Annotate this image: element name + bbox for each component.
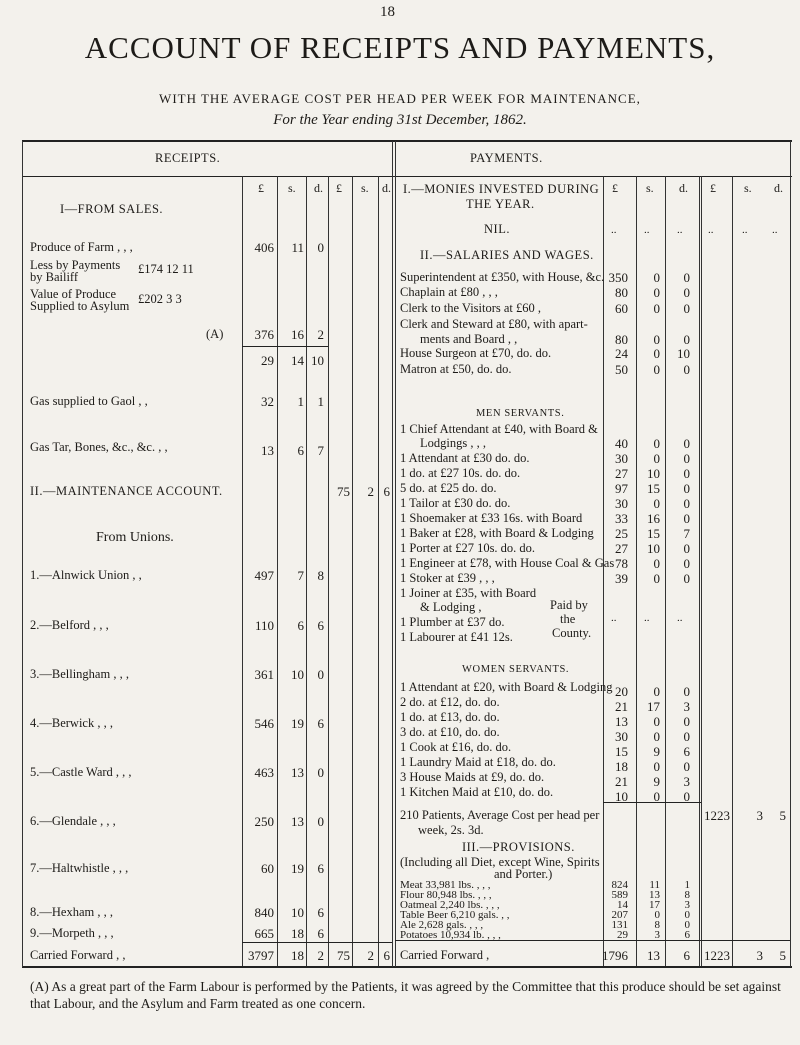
women-servants-label: WOMEN SERVANTS. xyxy=(462,664,570,675)
men-servant-label: 1 Engineer at £78, with House Coal & Gas xyxy=(400,556,615,570)
union-label: 1.—Alnwick Union , , xyxy=(30,568,142,582)
women-servant-amount: 9 xyxy=(653,774,660,789)
provision-amount: 3 xyxy=(684,899,690,911)
men-servant-label: 1 Stoker at £39 , , , xyxy=(400,571,495,585)
dots: .. xyxy=(644,224,650,236)
women-servant-amount: 0 xyxy=(683,729,690,744)
sum-rule xyxy=(242,346,328,347)
women-servant-label: 1 Cook at £16, do. do. xyxy=(400,740,512,754)
section-from-sales: I—FROM SALES. xyxy=(60,202,164,216)
carried-forward-amount: 75 xyxy=(337,948,350,963)
women-servant-label: 3 do. at £10, do. do. xyxy=(400,725,500,739)
page-number: 18 xyxy=(380,4,395,20)
men-servant-amount: 40 xyxy=(615,436,628,451)
women-servant-label: 2 do. at £12, do. do. xyxy=(400,695,500,709)
dots: .. xyxy=(611,224,617,236)
salary-amount: 0 xyxy=(653,270,660,285)
carried-forward-label: Carried Forward , xyxy=(400,948,490,962)
money-col-head: s. xyxy=(744,181,752,195)
header-rule xyxy=(22,176,792,177)
provisions-note: (Including all Diet, except Wine, Spirits xyxy=(400,855,600,869)
men-servant-label: 1 Tailor at £30 do. do. xyxy=(400,496,511,510)
women-servant-amount: 30 xyxy=(615,729,628,744)
salary-amount: 60 xyxy=(615,301,628,316)
carried-forward-amount: 2 xyxy=(367,948,374,963)
men-servant-amount: 10 xyxy=(647,466,660,481)
section-provisions: III.—PROVISIONS. xyxy=(462,840,575,854)
women-servant-amount: 21 xyxy=(615,774,628,789)
union-amount: 7 xyxy=(297,568,304,583)
salary-amount: 0 xyxy=(683,362,690,377)
union-amount: 250 xyxy=(254,814,274,829)
provision-amount: 131 xyxy=(611,919,628,931)
men-servant-amount: 0 xyxy=(653,436,660,451)
men-servant-amount: 0 xyxy=(653,496,660,511)
from-unions-label: From Unions. xyxy=(96,530,174,545)
column-rule xyxy=(636,176,637,966)
women-servant-amount: 0 xyxy=(683,789,690,804)
union-amount: 13 xyxy=(291,814,304,829)
women-servant-label: 1 Attendant at £20, with Board & Lodging xyxy=(400,680,613,694)
union-amount: 10 xyxy=(291,667,304,682)
gas-tar-amount: 6 xyxy=(297,443,304,458)
men-servant-label: 1 Porter at £27 10s. do. do. xyxy=(400,541,536,555)
provision-amount: 207 xyxy=(611,909,628,921)
provision-amount: 0 xyxy=(654,909,660,921)
salary-amount: 0 xyxy=(683,270,690,285)
patients-amount: 1223 xyxy=(704,808,730,823)
gas-tar-label: Gas Tar, Bones, &c., &c. , , xyxy=(30,440,168,454)
men-servant-amount: 27 xyxy=(615,466,628,481)
page-subtitle: WITH THE AVERAGE COST PER HEAD PER WEEK FOR MAINTENANCE, xyxy=(159,91,641,106)
paid-by-label-2: the xyxy=(560,612,576,626)
union-amount: 6 xyxy=(297,618,304,633)
women-servant-amount: 10 xyxy=(615,789,628,804)
women-servant-label: 1 Laundry Maid at £18, do. do. xyxy=(400,755,556,769)
women-servant-amount: 0 xyxy=(683,684,690,699)
men-servant-label: 5 do. at £25 do. do. xyxy=(400,481,497,495)
salary-amount: 0 xyxy=(683,332,690,347)
salary-amount: 80 xyxy=(615,332,628,347)
page-title: ACCOUNT OF RECEIPTS AND PAYMENTS, xyxy=(84,30,716,65)
men-servant-amount: 16 xyxy=(647,511,660,526)
column-rule xyxy=(699,176,700,966)
men-servant-amount: 27 xyxy=(615,541,628,556)
salary-amount: 10 xyxy=(677,346,690,361)
column-rule xyxy=(790,141,791,967)
gas-amount: 1 xyxy=(317,394,324,409)
plumber-label: 1 Plumber at £37 do. xyxy=(400,615,505,629)
column-rule xyxy=(392,141,393,967)
dots: .. xyxy=(742,224,748,236)
joiner-label-2: & Lodging , xyxy=(420,600,482,614)
union-amount: 0 xyxy=(317,765,324,780)
column-rule xyxy=(732,176,733,966)
section-monies-2: THE YEAR. xyxy=(466,197,535,211)
provision-amount: 8 xyxy=(684,889,690,901)
women-servant-amount: 13 xyxy=(615,714,628,729)
women-servant-amount: 15 xyxy=(615,744,628,759)
salary-label: House Surgeon at £70, do. do. xyxy=(400,346,552,360)
net-produce-amount: 14 xyxy=(291,353,304,368)
men-servant-amount: 0 xyxy=(683,451,690,466)
carried-forward-amount: 1223 xyxy=(704,948,730,963)
money-col-head: d. xyxy=(382,181,391,195)
dots: .. xyxy=(611,612,617,624)
section-maintenance: II.—MAINTENANCE ACCOUNT. xyxy=(30,484,223,498)
women-servant-amount: 18 xyxy=(615,759,628,774)
provision-amount: 0 xyxy=(684,909,690,921)
men-servant-amount: 0 xyxy=(683,571,690,586)
union-label: 2.—Belford , , , xyxy=(30,618,109,632)
provision-amount: 6 xyxy=(684,929,690,941)
salary-label: Clerk and Steward at £80, with apart- xyxy=(400,317,588,331)
union-amount: 361 xyxy=(254,667,274,682)
carried-forward-amount: 3 xyxy=(756,948,763,963)
union-amount: 18 xyxy=(291,926,304,941)
gas-amount: 1 xyxy=(297,394,304,409)
salary-amount: 0 xyxy=(653,362,660,377)
carried-forward-amount: 13 xyxy=(647,948,660,963)
men-servant-amount: 0 xyxy=(683,466,690,481)
union-amount: 0 xyxy=(317,814,324,829)
provision-amount: 589 xyxy=(611,889,628,901)
women-servant-amount: 0 xyxy=(653,684,660,699)
women-servant-amount: 0 xyxy=(653,759,660,774)
men-servant-amount: 10 xyxy=(647,541,660,556)
footnote-mark: (A) xyxy=(206,327,224,341)
men-servant-amount: 33 xyxy=(615,511,628,526)
men-servant-amount: 0 xyxy=(653,571,660,586)
salary-label: Clerk to the Visitors at £60 , xyxy=(400,301,542,315)
patients-amount: 5 xyxy=(779,808,786,823)
provision-label: Table Beer 6,210 gals. , , xyxy=(400,909,510,921)
deduction-amount: 376 xyxy=(254,327,274,342)
provision-amount: 1 xyxy=(684,879,690,891)
column-rule xyxy=(352,176,353,966)
year-line: For the Year ending 31st December, 1862. xyxy=(273,112,527,128)
patients-label: 210 Patients, Average Cost per head per xyxy=(400,808,600,822)
receipts-header: RECEIPTS. xyxy=(155,151,221,165)
bottom-rule xyxy=(22,966,792,968)
dots: .. xyxy=(644,612,650,624)
women-servant-amount: 21 xyxy=(615,699,628,714)
women-servant-label: 1 do. at £13, do. do. xyxy=(400,710,500,724)
patients-label-2: week, 2s. 3d. xyxy=(418,823,484,837)
women-servant-label: 3 House Maids at £9, do. do. xyxy=(400,770,545,784)
dots: .. xyxy=(708,224,714,236)
union-label: 9.—Morpeth , , , xyxy=(30,926,114,940)
money-col-head: d. xyxy=(314,181,323,195)
provision-amount: 14 xyxy=(617,899,628,911)
value-produce-amount: £202 3 3 xyxy=(138,292,182,306)
union-amount: 546 xyxy=(254,716,274,731)
women-servant-amount: 3 xyxy=(683,774,690,789)
union-amount: 13 xyxy=(291,765,304,780)
men-servant-amount: 0 xyxy=(683,556,690,571)
men-servant-amount: 0 xyxy=(683,436,690,451)
men-servant-amount: 39 xyxy=(615,571,628,586)
carried-forward-amount: 6 xyxy=(683,948,690,963)
women-servant-amount: 0 xyxy=(653,789,660,804)
union-label: 4.—Berwick , , , xyxy=(30,716,113,730)
produce-amount: 11 xyxy=(291,240,304,255)
footnote: (A) As a great part of the Farm Labour is performed by the Patients, it was agreed by the Committee that this produce should be set against that Labour, and the Asylum and Farm treated as one concern. xyxy=(30,979,781,1011)
union-amount: 463 xyxy=(254,765,274,780)
men-servant-amount: 0 xyxy=(683,511,690,526)
women-servant-amount: 0 xyxy=(683,714,690,729)
dots: .. xyxy=(772,224,778,236)
column-rule xyxy=(395,141,396,967)
section-monies: I.—MONIES INVESTED DURING xyxy=(403,182,600,196)
gas-tar-amount: 13 xyxy=(261,443,274,458)
provision-amount: 0 xyxy=(684,919,690,931)
salary-amount: 0 xyxy=(653,346,660,361)
joiner-label: 1 Joiner at £35, with Board xyxy=(400,586,537,600)
provision-amount: 29 xyxy=(617,929,628,941)
salary-amount: 24 xyxy=(615,346,628,361)
carried-forward-label: Carried Forward , , xyxy=(30,948,126,962)
produce-amount: 0 xyxy=(317,240,324,255)
women-servant-amount: 20 xyxy=(615,684,628,699)
salary-amount: 50 xyxy=(615,362,628,377)
union-label: 8.—Hexham , , , xyxy=(30,905,113,919)
union-amount: 60 xyxy=(261,861,274,876)
salary-label: Superintendent at £350, with House, &c. xyxy=(400,270,605,284)
men-servant-label: 1 do. at £27 10s. do. do. xyxy=(400,466,521,480)
provisions-note-2: and Porter.) xyxy=(494,867,553,881)
money-col-head: d. xyxy=(679,181,688,195)
money-col-head: £ xyxy=(336,181,342,195)
men-servant-label: 1 Chief Attendant at £40, with Board & xyxy=(400,422,598,436)
column-rule xyxy=(665,176,666,966)
provision-label: Oatmeal 2,240 lbs. , , , xyxy=(400,899,500,911)
provision-amount: 8 xyxy=(654,919,660,931)
nil-label: NIL. xyxy=(484,222,510,236)
men-servant-label: 1 Shoemaker at £33 16s. with Board xyxy=(400,511,583,525)
salary-amount: 80 xyxy=(615,285,628,300)
gas-label: Gas supplied to Gaol , , xyxy=(30,394,148,408)
column-rule xyxy=(701,176,702,966)
provision-label: Flour 80,948 lbs. , , , xyxy=(400,889,492,901)
money-col-head: £ xyxy=(258,181,264,195)
provision-label: Potatoes 10,934 lb. , , , xyxy=(400,929,501,941)
carried-forward-amount: 1796 xyxy=(602,948,628,963)
column-rule xyxy=(328,176,329,966)
union-amount: 19 xyxy=(291,716,304,731)
union-label: 3.—Bellingham , , , xyxy=(30,667,129,681)
union-amount: 6 xyxy=(317,716,324,731)
salary-amount: 0 xyxy=(653,332,660,347)
union-amount: 665 xyxy=(254,926,274,941)
deduction-amount: 16 xyxy=(291,327,304,342)
provision-amount: 3 xyxy=(654,929,660,941)
carried-forward-amount: 2 xyxy=(317,948,324,963)
women-servant-amount: 9 xyxy=(653,744,660,759)
value-produce-label: Value of Produce xyxy=(30,287,117,301)
men-servant-amount: 15 xyxy=(647,526,660,541)
union-amount: 110 xyxy=(254,618,274,633)
men-servants-label: MEN SERVANTS. xyxy=(476,408,565,419)
net-produce-amount: 29 xyxy=(261,353,274,368)
men-servant-amount: 0 xyxy=(653,556,660,571)
women-servant-amount: 0 xyxy=(653,729,660,744)
union-amount: 8 xyxy=(317,568,324,583)
top-rule xyxy=(22,140,792,142)
men-servant-amount: 0 xyxy=(683,496,690,511)
maintenance-amount: 75 xyxy=(337,484,350,499)
provision-amount: 13 xyxy=(649,889,660,901)
union-amount: 6 xyxy=(317,926,324,941)
carried-forward-amount: 6 xyxy=(383,948,390,963)
provision-amount: 824 xyxy=(611,879,628,891)
women-servant-amount: 17 xyxy=(647,699,660,714)
maintenance-amount: 6 xyxy=(383,484,390,499)
men-servant-amount: 97 xyxy=(615,481,628,496)
women-servant-label: 1 Kitchen Maid at £10, do. do. xyxy=(400,785,554,799)
patients-amount: 3 xyxy=(756,808,763,823)
union-amount: 10 xyxy=(291,905,304,920)
men-servant-amount: 30 xyxy=(615,451,628,466)
money-col-head: s. xyxy=(646,181,654,195)
gas-amount: 32 xyxy=(261,394,274,409)
carried-forward-amount: 3797 xyxy=(248,948,274,963)
union-label: 5.—Castle Ward , , , xyxy=(30,765,132,779)
provision-label: Ale 2,628 gals. , , , xyxy=(400,919,484,931)
union-label: 7.—Haltwhistle , , , xyxy=(30,861,129,875)
carried-forward-amount: 18 xyxy=(291,948,304,963)
men-servant-amount: 15 xyxy=(647,481,660,496)
women-servant-amount: 0 xyxy=(683,759,690,774)
union-amount: 6 xyxy=(317,618,324,633)
dots: .. xyxy=(677,224,683,236)
net-produce-amount: 10 xyxy=(311,353,324,368)
paid-by-label: Paid by xyxy=(550,598,588,612)
union-amount: 6 xyxy=(317,905,324,920)
men-servant-label-2: Lodgings , , , xyxy=(420,436,486,450)
money-col-head: s. xyxy=(361,181,369,195)
less-payments-label-2: by Bailiff xyxy=(30,270,79,284)
men-servant-amount: 0 xyxy=(653,451,660,466)
dots: .. xyxy=(677,612,683,624)
payments-header: PAYMENTS. xyxy=(470,151,543,165)
salary-amount: 0 xyxy=(653,285,660,300)
salary-amount: 0 xyxy=(683,301,690,316)
men-servant-amount: 0 xyxy=(683,541,690,556)
men-servant-label: 1 Baker at £28, with Board & Lodging xyxy=(400,526,594,540)
provision-amount: 11 xyxy=(649,879,660,891)
union-amount: 19 xyxy=(291,861,304,876)
deduction-amount: 2 xyxy=(317,327,324,342)
paid-by-label-3: County. xyxy=(552,626,592,640)
salary-amount: 0 xyxy=(683,285,690,300)
union-amount: 840 xyxy=(254,905,274,920)
men-servant-amount: 30 xyxy=(615,496,628,511)
men-servant-amount: 25 xyxy=(615,526,628,541)
women-servant-amount: 0 xyxy=(653,714,660,729)
produce-amount: 406 xyxy=(254,240,274,255)
men-servant-amount: 7 xyxy=(683,526,690,541)
provision-amount: 17 xyxy=(649,899,660,911)
salary-label-2: ments and Board , , xyxy=(420,332,518,346)
union-label: 6.—Glendale , , , xyxy=(30,814,116,828)
provision-label: Meat 33,981 lbs. , , , xyxy=(400,879,491,891)
gas-tar-amount: 7 xyxy=(317,443,324,458)
money-col-head: d. xyxy=(774,181,783,195)
union-amount: 497 xyxy=(254,568,274,583)
value-produce-label-2: Supplied to Asylum xyxy=(30,299,130,313)
money-col-head: s. xyxy=(288,181,296,195)
salary-amount: 0 xyxy=(653,301,660,316)
union-amount: 6 xyxy=(317,861,324,876)
produce-label: Produce of Farm , , , xyxy=(30,240,133,254)
maintenance-amount: 2 xyxy=(367,484,374,499)
salary-amount: 350 xyxy=(608,270,628,285)
salary-label: Chaplain at £80 , , , xyxy=(400,285,498,299)
section-salaries: II.—SALARIES AND WAGES. xyxy=(420,248,594,262)
salary-label: Matron at £50, do. do. xyxy=(400,362,512,376)
money-col-head: £ xyxy=(710,181,716,195)
labourer-label: 1 Labourer at £41 12s. xyxy=(400,630,513,644)
money-col-head: £ xyxy=(612,181,618,195)
column-rule xyxy=(22,141,23,967)
less-payments-amount: £174 12 11 xyxy=(138,262,194,276)
women-servant-amount: 6 xyxy=(683,744,690,759)
men-servant-amount: 0 xyxy=(683,481,690,496)
union-amount: 0 xyxy=(317,667,324,682)
carried-forward-amount: 5 xyxy=(779,948,786,963)
men-servant-label: 1 Attendant at £30 do. do. xyxy=(400,451,530,465)
women-servant-amount: 3 xyxy=(683,699,690,714)
sum-rule xyxy=(242,942,392,943)
less-payments-label: Less by Payments xyxy=(30,258,121,272)
men-servant-amount: 78 xyxy=(615,556,628,571)
column-rule xyxy=(378,176,379,966)
